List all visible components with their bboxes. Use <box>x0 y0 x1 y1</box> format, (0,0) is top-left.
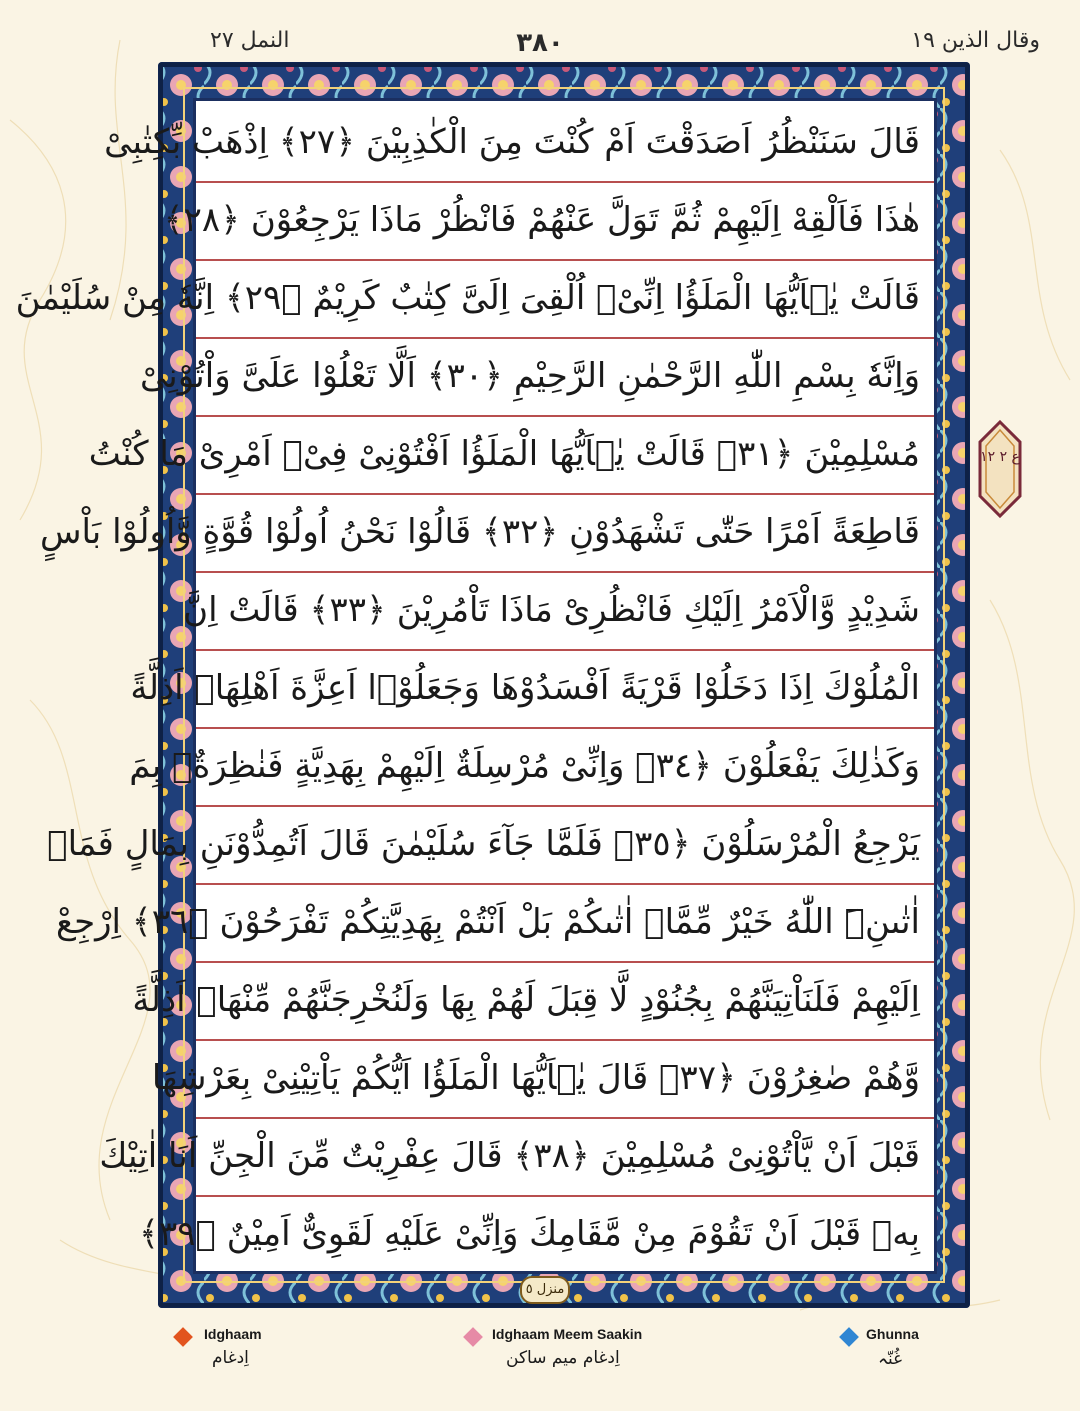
page-number: ٣٨٠ <box>516 28 564 58</box>
juz-label: وقال الذين ١٩ <box>911 28 1040 53</box>
verse-line: قَبْلَ اَنْ يَّاْتُوْنِىْ مُسْلِمِيْنَ ﴿٣٨﴾ قَالَ عِفْرِيْتٌ مِّنَ الْجِنِّ اَنَا اٰتِيْكَ <box>196 1115 934 1197</box>
verse-line: وَّهُمْ صٰغِرُوْنَ ﴿٣٧﴾ قَالَ يٰۤاَيُّهَا الْمَلَؤُا اَيُّكُمْ يَاْتِيْنِىْ بِعَرْشِهَا <box>196 1037 934 1119</box>
verse-line: شَدِيْدٍ وَّالْاَمْرُ اِلَيْكِ فَانْظُرِىْ مَاذَا تَاْمُرِيْنَ ﴿٣٣﴾ قَالَتْ اِنَّ <box>196 569 934 651</box>
verse-line: قَالَ سَنَنْظُرُ اَصَدَقْتَ اَمْ كُنْتَ مِنَ الْكٰذِبِيْنَ ﴿٢٧﴾ اِذْهَبْ بِّكِتٰبِىْ <box>196 101 934 183</box>
verse-panel <box>15 98 937 1274</box>
verse-line: اِلَيْهِمْ فَلَنَاْتِيَنَّهُمْ بِجُنُوْدٍ لَّا قِبَلَ لَهُمْ بِهَا وَلَنُخْرِجَنَّهُمْ مِّنْهَاۤ اَذِلَّةً <box>196 959 934 1041</box>
legend-label-ar: اِدغام میم ساکن <box>506 1348 620 1368</box>
legend-idghaam <box>172 1326 332 1396</box>
verse-line: مُسْلِمِيْنَ ﴿٣١﴾ قَالَتْ يٰۤاَيُّهَا الْمَلَؤُا اَفْتُوْنِىْ فِىْۤ اَمْرِىْ مَا كُنْتُ <box>196 413 934 495</box>
diamond-icon <box>839 1327 859 1347</box>
verse-line: اٰتٰىنِۦَ اللّٰهُ خَيْرٌ مِّمَّاۤ اٰتٰىكُمْ بَلْ اَنْتُمْ بِهَدِيَّتِكُمْ تَفْرَحُوْنَ ﴿٣٦﴾ اِرْجِعْ <box>196 881 934 963</box>
verse-line: قَاطِعَةً اَمْرًا حَتّٰى تَشْهَدُوْنِ ﴿٣٢﴾ قَالُوْا نَحْنُ اُولُوْا قُوَّةٍ وَّاُولُوْا بَاْسٍ <box>196 491 934 573</box>
legend-label-en: Idghaam <box>204 1326 262 1342</box>
legend-label-ar: اِدغام <box>212 1348 249 1368</box>
surah-label: النمل ٢٧ <box>210 28 290 53</box>
verse-line: يَرْجِعُ الْمُرْسَلُوْنَ ﴿٣٥﴾ فَلَمَّا جَآءَ سُلَيْمٰنَ قَالَ اَتُمِدُّوْنَنِ بِمَالٍ فَمَاۤ <box>196 803 934 885</box>
legend-ghunna <box>838 1326 988 1396</box>
ruku-marker-icon <box>976 420 1024 518</box>
verse-line: وَاِنَّهٗ بِسْمِ اللّٰهِ الرَّحْمٰنِ الرَّحِيْمِ ﴿٣٠﴾ اَلَّا تَعْلُوْا عَلَىَّ وَاْتُوْنِىْ <box>196 335 934 417</box>
manzil-badge: منزل ٥ <box>520 1276 570 1304</box>
ruku-marker-text: ع ٢ ١٢ <box>980 449 1020 465</box>
verse-line: قَالَتْ يٰۤاَيُّهَا الْمَلَؤُا اِنِّىْۤ اُلْقِىَ اِلَىَّ كِتٰبٌ كَرِيْمٌ ﴿٢٩﴾ اِنَّهٗ مِنْ سُلَيْمٰنَ <box>196 257 934 339</box>
diamond-icon <box>173 1327 193 1347</box>
verse-line: هٰذَا فَاَلْقِهْ اِلَيْهِمْ ثُمَّ تَوَلَّ عَنْهُمْ فَانْظُرْ مَاذَا يَرْجِعُوْنَ ﴿٢٨﴾ <box>196 179 934 261</box>
legend-label-ar: غُنّہ <box>878 1349 902 1369</box>
page-header <box>0 28 1080 64</box>
verse-line: وَكَذٰلِكَ يَفْعَلُوْنَ ﴿٣٤﴾ وَاِنِّىْ مُرْسِلَةٌ اِلَيْهِمْ بِهَدِيَّةٍ فَنٰظِرَةٌۢ بِمَ <box>196 725 934 807</box>
legend-idghaam-meem-saakin <box>462 1326 722 1396</box>
verse-line: بِهٖ قَبْلَ اَنْ تَقُوْمَ مِنْ مَّقَامِكَ وَاِنِّىْ عَلَيْهِ لَقَوِىٌّ اَمِيْنٌ ﴿٣٩﴾ <box>139 1214 920 1254</box>
legend-label-en: Idghaam Meem Saakin <box>492 1326 643 1342</box>
legend-label-en: Ghunna <box>866 1326 919 1342</box>
verse-line: الْمُلُوْكَ اِذَا دَخَلُوْا قَرْيَةً اَفْسَدُوْهَا وَجَعَلُوْۤا اَعِزَّةَ اَهْلِهَاۤ اَذِلَّةً <box>196 647 934 729</box>
diamond-icon <box>463 1327 483 1347</box>
